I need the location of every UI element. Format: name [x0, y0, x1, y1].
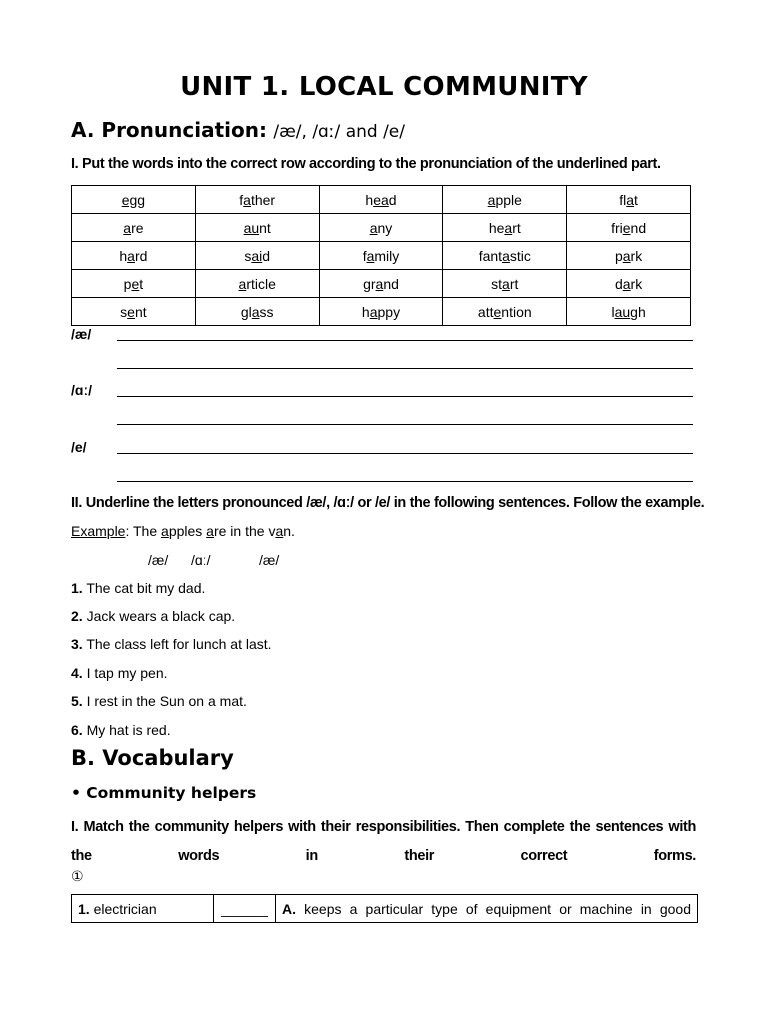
- underlined-letters: au: [614, 303, 631, 320]
- sound-label-a-long: /ɑː/: [71, 382, 92, 398]
- sentence-item: 6. My hat is red.: [71, 722, 171, 738]
- table-row: [72, 242, 691, 270]
- section-a-sounds: /æ/, /ɑː/ and /e/: [273, 122, 405, 142]
- word-table: [71, 185, 691, 326]
- table-row: [72, 214, 691, 242]
- underlined-letters: a: [622, 247, 631, 264]
- underlined-letters: a: [366, 247, 375, 264]
- word-cell: said: [195, 242, 319, 270]
- underlined-letters: a: [251, 303, 260, 320]
- example-ipa: /æ/: [259, 552, 280, 568]
- circled-number-marker: ①: [71, 869, 84, 885]
- word-cell: glass: [195, 298, 319, 326]
- word-cell: any: [319, 214, 443, 242]
- word-cell: pet: [72, 270, 196, 298]
- example-ipa: /ɑː/: [191, 552, 211, 568]
- word-cell: family: [319, 242, 443, 270]
- underlined-letters: au: [243, 219, 260, 236]
- underlined-letters: a: [626, 191, 635, 208]
- word-cell: sent: [72, 298, 196, 326]
- sentence-item: 5. I rest in the Sun on a mat.: [71, 693, 247, 709]
- sentence-item: 1. The cat bit my dad.: [71, 580, 206, 596]
- underlined-letters: ea: [373, 191, 389, 208]
- responsibility-cell: A. keeps a particular type of equipment or machine in good: [276, 895, 698, 923]
- underlined-letters: e: [131, 275, 140, 292]
- word-cell: grand: [319, 270, 443, 298]
- answer-line[interactable]: [117, 340, 693, 341]
- underlined-letters: a: [622, 275, 631, 292]
- underlined-letters: e: [493, 303, 502, 320]
- underlined-letters: a: [123, 219, 132, 236]
- vocab-instruction: I. Match the community helpers with their responsibilities. Then complete the sentences with the words in their correct forms.: [71, 819, 696, 864]
- underlined-letters: e: [127, 303, 135, 320]
- word-cell: aunt: [195, 214, 319, 242]
- word-cell: park: [567, 242, 691, 270]
- page-title: UNIT 1. LOCAL COMMUNITY: [180, 72, 588, 102]
- sentence-item: 4. I tap my pen.: [71, 665, 168, 681]
- underlined-letters: egg: [121, 191, 146, 208]
- underlined-letters: a: [243, 191, 251, 208]
- word-cell: attention: [443, 298, 567, 326]
- sentence-item: 3. The class left for lunch at last.: [71, 636, 272, 652]
- answer-line[interactable]: [117, 481, 693, 482]
- table-row: [72, 298, 691, 326]
- underlined-letters: a: [369, 303, 378, 320]
- table-row: [72, 186, 691, 214]
- word-cell: friend: [567, 214, 691, 242]
- word-cell: hard: [72, 242, 196, 270]
- underlined-letters: a: [502, 275, 510, 292]
- section-a-heading: [71, 118, 405, 142]
- underlined-letters: a: [238, 275, 247, 292]
- example-ipa: /æ/: [148, 552, 169, 568]
- word-cell: laugh: [567, 298, 691, 326]
- sentence-item: 2. Jack wears a black cap.: [71, 608, 236, 624]
- underlined-letters: a: [502, 247, 510, 264]
- underlined-letters: a: [487, 191, 496, 208]
- word-cell: are: [72, 214, 196, 242]
- underlined-letters: ai: [251, 247, 263, 264]
- table-row: [72, 270, 691, 298]
- example-sentence: Example: The apples are in the van.: [71, 523, 295, 539]
- answer-line[interactable]: [117, 368, 693, 369]
- helper-cell: 1. electrician: [72, 895, 214, 923]
- word-cell: dark: [567, 270, 691, 298]
- word-cell: heart: [443, 214, 567, 242]
- underlined-letters: a: [369, 219, 378, 236]
- answer-line[interactable]: [117, 396, 693, 397]
- underlined-letters: a: [127, 247, 135, 264]
- word-cell: fantastic: [443, 242, 567, 270]
- word-cell: head: [319, 186, 443, 214]
- word-cell: happy: [319, 298, 443, 326]
- word-cell: [72, 186, 196, 214]
- community-helpers-subheading: • Community helpers: [71, 784, 257, 802]
- section-a-label: A. Pronunciation:: [71, 118, 267, 142]
- exercise-2-instruction: II. Underline the letters pronounced /æ/, /ɑː/ or /e/ in the following sentences. Follow the example.: [71, 495, 705, 511]
- sound-label-e: /e/: [71, 439, 87, 455]
- exercise-1-instruction: I. Put the words into the correct row according to the pronunciation of the underlined part.: [71, 156, 661, 172]
- section-b-heading: B. Vocabulary: [71, 746, 234, 770]
- answer-line[interactable]: [117, 453, 693, 454]
- answer-line[interactable]: [117, 424, 693, 425]
- underlined-letters: a: [504, 219, 513, 236]
- word-cell: father: [195, 186, 319, 214]
- word-cell: start: [443, 270, 567, 298]
- underlined-letters: a: [375, 275, 384, 292]
- answer-blank[interactable]: ______: [214, 895, 276, 923]
- word-cell: article: [195, 270, 319, 298]
- word-cell: flat: [567, 186, 691, 214]
- match-table: [71, 894, 698, 923]
- example-label: Example: [71, 523, 126, 539]
- sound-label-ae: /æ/: [71, 326, 92, 342]
- word-cell: apple: [443, 186, 567, 214]
- underlined-letters: e: [622, 219, 631, 236]
- table-row: [72, 895, 698, 923]
